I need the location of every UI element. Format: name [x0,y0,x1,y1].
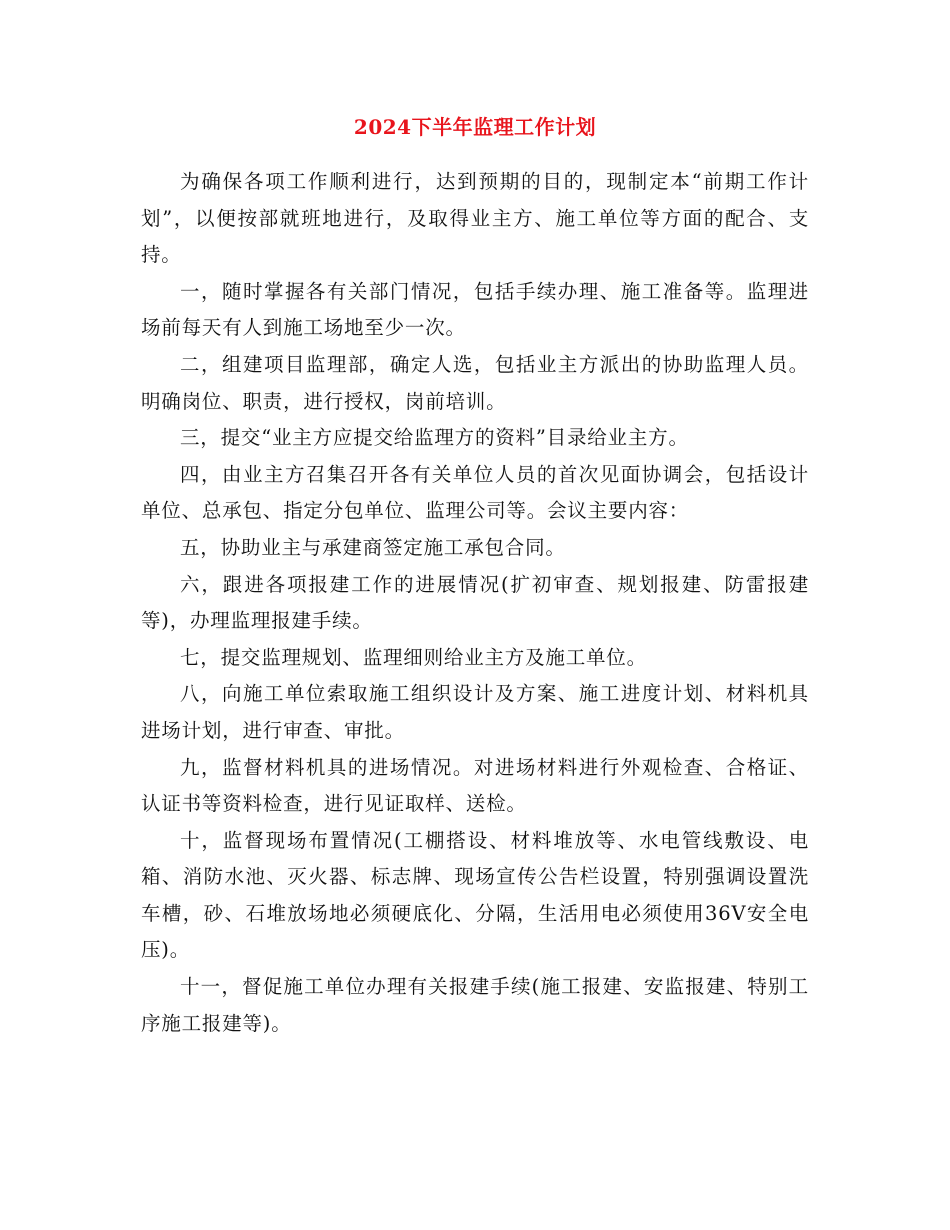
paragraph-item-8: 八，向施工单位索取施工组织设计及方案、施工进度计划、材料机具进场计划，进行审查、审批。 [141,682,809,742]
paragraph-item-5: 五，协助业主与承建商签定施工承包合同。 [180,535,566,559]
paragraph-item-9: 九，监督材料机具的进场情况。对进场材料进行外观检查、合格证、认证书等资料检查，进行见证取样、送检。 [141,755,809,816]
paragraph-item-11: 十一，督促施工单位办理有关报建手续(施工报建、安监报建、特别工序施工报建等)。 [141,975,809,1035]
paragraph-item-1: 一，随时掌握各有关部门情况，包括手续办理、施工准备等。监理进场前每天有人到施工场地至少一次。 [141,279,809,340]
paragraph-item-4: 四，由业主方召集召开各有关单位人员的首次见面协调会，包括设计单位、总承包、指定分包单位、监理公司等。会议主要内容： [141,462,809,523]
paragraph-item-2: 二，组建项目监理部，确定人选，包括业主方派出的协助监理人员。明确岗位、职责，进行授权，岗前培训。 [141,352,809,413]
document-title: 2024下半年监理工作计划 [353,115,597,139]
paragraph-item-10: 十，监督现场布置情况(工棚搭设、材料堆放等、水电管线敷设、电箱、消防水池、灭火器、标志牌、现场宣传公告栏设置，特别强调设置洗车槽，砂、石堆放场地必须硬底化、分隔，生活用电必须使用36V安全电压)。 [141,828,809,962]
paragraph-item-6: 六，跟进各项报建工作的进展情况(扩初审查、规划报建、防雷报建等)，办理监理报建手续。 [141,572,809,633]
document-page [141,112,809,1042]
paragraph-item-7: 七，提交监理规划、监理细则给业主方及施工单位。 [180,645,647,669]
intro-paragraph: 为确保各项工作顺利进行，达到预期的目的，现制定本“前期工作计划”，以便按部就班地进行，及取得业主方、施工单位等方面的配合、支持。 [141,170,809,267]
paragraph-item-3: 三，提交“业主方应提交给监理方的资料”目录给业主方。 [180,426,689,450]
